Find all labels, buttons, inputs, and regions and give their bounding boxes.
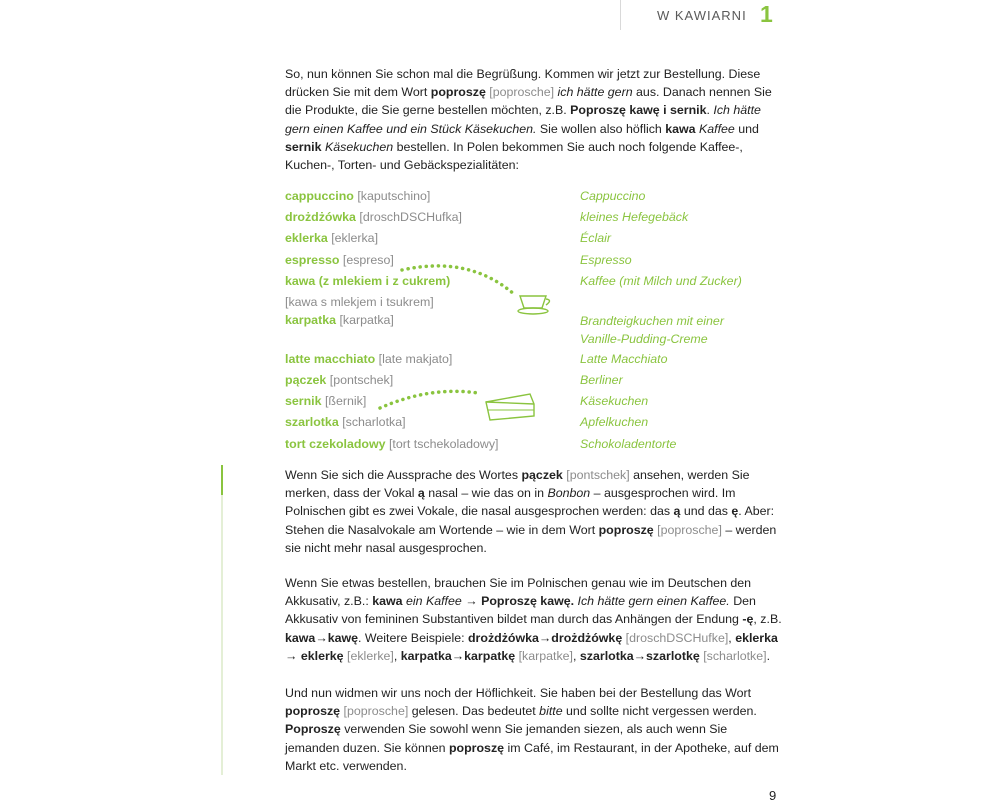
margin-bar: [221, 465, 223, 775]
vocab-row: tort czekoladowy [tort tschekoladowy] Schokoladentorte: [285, 436, 677, 451]
cake-slice-illustration: [380, 391, 534, 420]
intro-paragraph: So, nun können Sie schon mal die Begrüßung. Kommen wir jetzt zur Bestellung. Diese drücken Sie mit dem Wort poproszę [poprosche] ich hätte gern aus. Danach nennen Sie die Produkte, die Sie gerne bestellen möchten, z.B. Poproszę kawę i sernik. Ich hätte gern einen Kaffee und ein Stück Käsekuchen. Sie wollen also höflich kawa Kaffee und sernik Käsekuchen bestellen. In Polen bekommen Sie auch noch folgende Kaffee-, Kuchen-, Torten- und Gebäckspezialitäten:: [285, 67, 772, 173]
accusative-paragraph: Wenn Sie etwas bestellen, brauchen Sie im Polnischen genau wie im Deutschen den Akkusativ, z.B.: kawa ein Kaffee → Poproszę kawę. Ich hätte gern einen Kaffee. Den Akkusativ von femininen Substantiven bildet man durch das Anhängen der Endung -ę, z.B. kawa→kawę. Weitere Beispiele: drożdżówka→drożdżówkę [droschDSCHufke], eklerka → eklerkę [eklerke], karpatka→karpatkę [karpatke], szarlotka→szarlotkę [scharlotke].: [285, 576, 782, 663]
vocab-row: pączek [pontschek] Berliner: [285, 373, 623, 388]
coffee-cup-illustration: [402, 266, 550, 314]
vocab-row: szarlotka [scharlotka] Apfelkuchen: [285, 415, 649, 430]
vocab-row: sernik [ßernik] Käsekuchen: [285, 394, 649, 409]
chapter-number: 1: [760, 1, 773, 27]
margin-bar-highlight: [221, 465, 223, 495]
vocab-row: cappuccino [kaputschino] Cappuccino: [285, 189, 646, 203]
vocab-row: karpatka [karpatka] Brandteigkuchen mit einer Vanille-Pudding-Creme: [285, 312, 724, 346]
politeness-paragraph: Und nun widmen wir uns noch der Höflichkeit. Sie haben bei der Bestellung das Wort poproszę [poprosche] gelesen. Das bedeutet bitte und sollte nicht vergessen werden. Poproszę verwenden Sie sowohl wenn Sie jemanden siezen, als auch wenn Sie jemanden duzen. Sie können poproszę im Café, im Restaurant, in der Apotheke, auf dem Markt etc. verwenden.: [285, 686, 779, 773]
vocab-row: latte macchiato [late makjato] Latte Macchiato: [285, 351, 668, 366]
nasal-paragraph: Wenn Sie sich die Aussprache des Wortes pączek [pontschek] ansehen, werden Sie merken, dass der Vokal ą nasal – wie das on in Bonbon – ausgesprochen wird. Im Polnischen gibt es zwei Vokale, die nasal ausgesprochen werden: das ą und das ę. Aber: Stehen die Nasalvokale am Wortende – wie in dem Wort poproszę [poprosche] – werden sie nicht mehr nasal ausgesprochen.: [285, 468, 777, 555]
vocab-row: eklerka [eklerka] Éclair: [285, 231, 611, 246]
page-number: 9: [769, 788, 777, 803]
vocab-row: drożdżówka [droschDSCHufka] kleines Hefegebäck: [285, 210, 689, 225]
vocab-row: espresso [espreso] Espresso: [285, 252, 632, 267]
chapter-title: W KAWIARNI: [657, 8, 747, 23]
vocab-row: kawa (z mlekiem i z cukrem) [kawa s mlekjem i tsukrem] Kaffee (mit Milch und Zucker): [285, 273, 742, 309]
